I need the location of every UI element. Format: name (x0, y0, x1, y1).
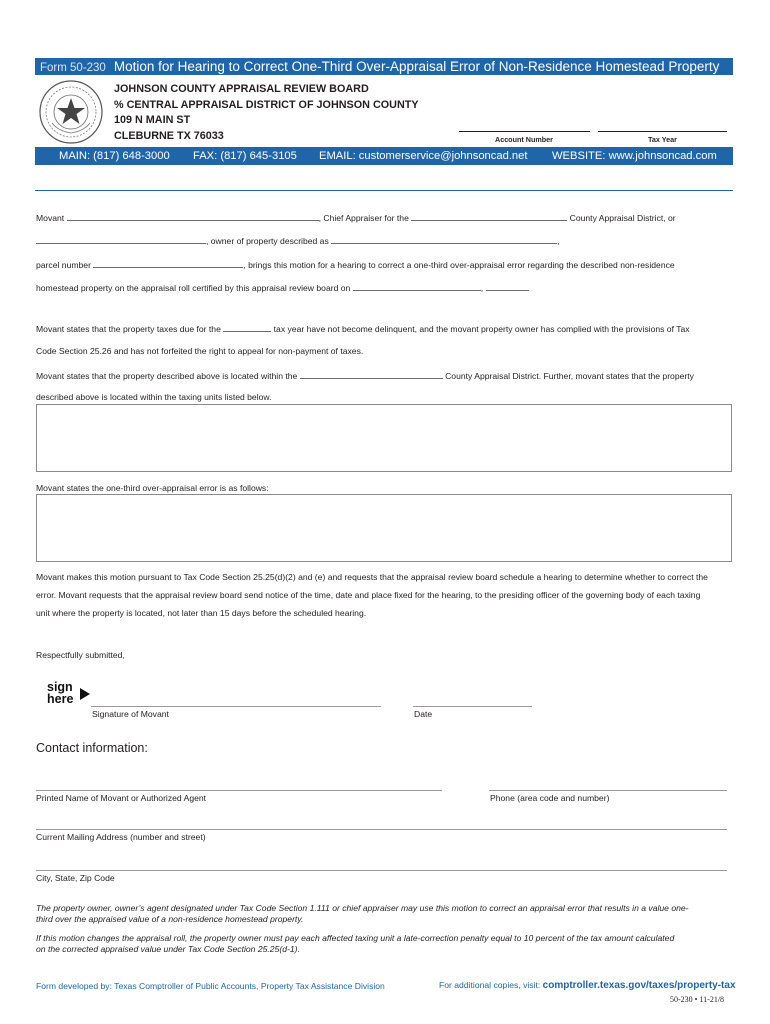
district-line (36, 369, 694, 381)
section-divider (35, 190, 733, 191)
tax-year-label: Tax Year (648, 135, 677, 144)
text: The property owner, owner’s agent designated under Tax Code Section 1.111 or chief appraiser may use this motion to correct an appraisal error that results in a value one- (36, 903, 689, 913)
county-field[interactable] (411, 211, 567, 221)
certified-year-field[interactable] (486, 281, 528, 291)
property-description-field[interactable] (331, 234, 560, 246)
contact-heading: Contact information: (36, 741, 148, 755)
city-state-zip-label: City, State, Zip Code (36, 873, 115, 883)
texas-seal-icon (38, 79, 104, 145)
owner-name-field[interactable] (36, 234, 206, 244)
text: , (480, 283, 484, 293)
paragraph-text: unit where the property is located, not later than 15 days before the scheduled hearing. (36, 608, 367, 618)
text: homestead property on the appraisal roll certified by this appraisal review board on (36, 283, 351, 293)
movant-name-field[interactable] (67, 211, 319, 221)
text: tax year have not become delinquent, and the movant property owner has complied with the provisions of Tax (273, 324, 690, 334)
comptroller-link[interactable]: comptroller.texas.gov/taxes/property-tax (542, 980, 736, 991)
contact-bar (35, 147, 733, 165)
date-field[interactable] (413, 706, 532, 707)
text: , owner of property described as (206, 236, 329, 246)
printed-name-label: Printed Name of Movant or Authorized Agent (36, 793, 207, 803)
paragraph-text: Code Section 25.26 and has not forfeited the right to appeal for non-payment of taxes. (36, 346, 364, 356)
sign-here-label (47, 681, 73, 705)
date-label: Date (414, 709, 433, 719)
tax-year-field[interactable] (598, 131, 727, 132)
note-penalty (36, 933, 736, 954)
board-line: 109 N MAIN ST (114, 114, 191, 126)
text: here (47, 692, 74, 706)
account-number-field[interactable] (459, 131, 590, 132)
board-line: CLEBURNE TX 76033 (114, 129, 224, 142)
board-line: % CENTRAL APPRAISAL DISTRICT OF JOHNSON COUNTY (114, 98, 419, 111)
account-number-label: Account Number (495, 135, 553, 144)
main-phone: MAIN: (817) 648-3000 (59, 150, 170, 162)
paragraph-text: Movant makes this motion pursuant to Tax Code Section 25.25(d)(2) and (e) and requests that the appraisal review board schedule a hearing to determine whether to correct the (36, 572, 708, 582)
text: sign (47, 680, 73, 694)
fax-number: FAX: (817) 645-3105 (193, 150, 297, 162)
signature-label: Signature of Movant (92, 709, 169, 719)
form-code: 50-230 • 11-21/8 (670, 995, 725, 1004)
paragraph-text: error. Movant requests that the appraisal review board send notice of the time, date and place fixed for the hearing, to the presiding officer of the governing body of each taxing (36, 590, 701, 600)
parcel-number-field[interactable] (93, 258, 243, 268)
form-number: Form 50-230 (40, 62, 106, 74)
board-line: JOHNSON COUNTY APPRAISAL REVIEW BOARD (114, 83, 369, 95)
paragraph-text: Movant states the one-third over-appraisal error is as follows: (36, 483, 269, 493)
text: Movant states that the property described above is located within the (36, 371, 298, 381)
text: , (557, 236, 560, 246)
mailing-address-label: Current Mailing Address (number and street) (36, 832, 206, 842)
respectfully-submitted: Respectfully submitted, (36, 650, 125, 660)
printed-name-field[interactable] (36, 790, 442, 791)
movant-line (36, 211, 676, 223)
text: Movant (36, 213, 65, 223)
parcel-line (36, 258, 675, 270)
note-agent (36, 903, 736, 924)
text: , Chief Appraiser for the (318, 213, 409, 223)
roll-certified-line (36, 281, 530, 293)
text: Movant states that the property taxes due for the (36, 324, 221, 334)
text: If this motion changes the appraisal roll, the property owner must pay each affected taxing unit a late-correction penalty equal to 10 percent of the tax amount calculated (36, 933, 675, 943)
tax-year-due-field[interactable] (223, 322, 271, 332)
signature-field[interactable] (91, 706, 381, 707)
text: County Appraisal District. Further, movant states that the property (445, 371, 694, 381)
form-title-bar (35, 58, 733, 75)
text: County Appraisal District, or (569, 213, 676, 223)
text: . (527, 283, 530, 293)
text: third over the appraised value of a non-residence homestead property. (36, 913, 304, 924)
text: For additional copies, visit: (439, 980, 541, 990)
phone-field[interactable] (489, 790, 727, 791)
form-title: Motion for Hearing to Correct One-Third Over-Appraisal Error of Non-Residence Homestead Property (113, 59, 720, 74)
text: on the corrected appraised value under Tax Code Section 25.25(d-1). (36, 943, 300, 954)
paragraph-text: described above is located within the taxing units listed below. (36, 392, 272, 402)
text: , brings this motion for a hearing to correct a one-third over-appraisal error regarding the described non-residence (243, 260, 675, 270)
mailing-address-field[interactable] (36, 829, 727, 830)
appraisal-district-field[interactable] (300, 369, 443, 379)
email-address: EMAIL: customerservice@johnsoncad.net (319, 150, 528, 162)
owner-line (36, 234, 560, 246)
taxing-units-box[interactable] (36, 404, 732, 472)
certified-date-field[interactable] (353, 281, 484, 293)
developed-by: Form developed by: Texas Comptroller of Public Accounts, Property Tax Assistance Division (36, 981, 385, 991)
taxes-due-line (36, 322, 690, 334)
board-address (114, 82, 419, 144)
error-description-box[interactable] (36, 494, 732, 562)
copies-note (439, 980, 736, 991)
phone-label: Phone (area code and number) (490, 793, 610, 803)
text: parcel number (36, 260, 91, 270)
arrow-right-icon (80, 687, 90, 705)
city-state-zip-field[interactable] (36, 870, 727, 871)
website-address: WEBSITE: www.johnsoncad.com (552, 150, 717, 162)
